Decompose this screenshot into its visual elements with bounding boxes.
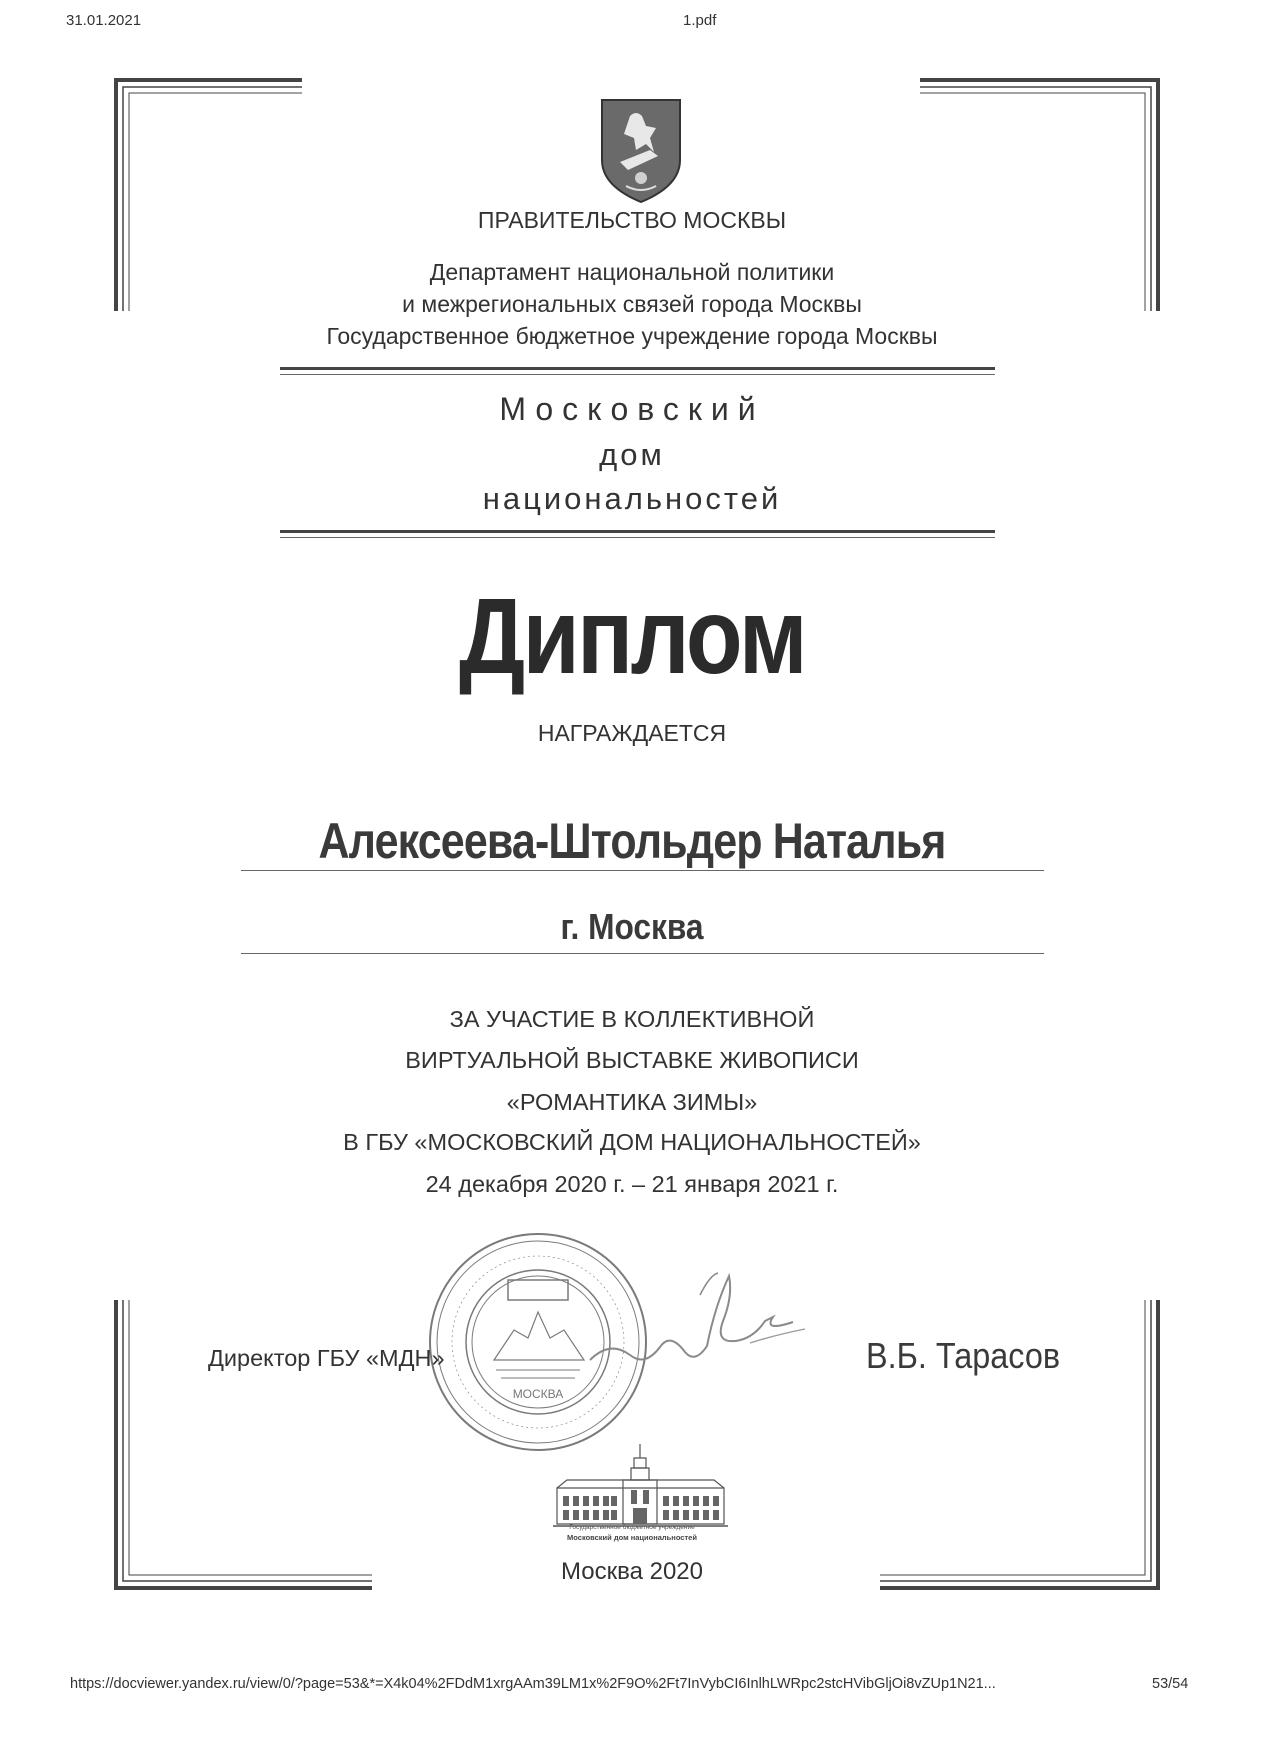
reason-line1: ЗА УЧАСТИЕ В КОЛЛЕКТИВНОЙ xyxy=(449,1006,815,1032)
department-name-line1: Департамент национальной политики xyxy=(429,259,835,285)
print-page-number: 53/54 xyxy=(1152,1676,1189,1692)
moscow-coat-of-arms-icon xyxy=(600,98,682,204)
reason-line3: «РОМАНТИКА ЗИМЫ» xyxy=(506,1089,758,1115)
reason-line2: ВИРТУАЛЬНОЙ ВЫСТАВКЕ ЖИВОПИСИ xyxy=(405,1047,859,1073)
stamp-text: МОСКВА xyxy=(512,1387,564,1401)
print-url: https://docviewer.yandex.ru/view/0/?page=53&*=X4k04%2FDdM1xrgAAm39LM1x%2F9O%2Ft7InVybCI6InlhLWRpc2stcHVibGljOi8vZUp1N21... xyxy=(70,1676,996,1692)
handwritten-signature xyxy=(580,1265,820,1395)
department-name-line2: и межрегиональных связей города Москвы xyxy=(402,291,862,317)
institution-name-line2: дом xyxy=(599,437,665,472)
recipient-name: Алексеева-Штольдер Наталья xyxy=(318,813,946,869)
government-name: ПРАВИТЕЛЬСТВО МОСКВЫ xyxy=(477,207,787,233)
divider-bottom xyxy=(280,530,995,538)
diploma-title: Диплом xyxy=(459,575,805,696)
print-filename: 1.pdf xyxy=(683,12,717,29)
print-date: 31.01.2021 xyxy=(66,12,142,29)
divider-top xyxy=(280,367,995,375)
director-position: Директор ГБУ «МДН» xyxy=(208,1345,445,1371)
event-dates: 24 декабря 2020 г. – 21 января 2021 г. xyxy=(425,1171,839,1197)
city-underline xyxy=(241,953,1044,954)
recipient-city: г. Москва xyxy=(560,906,704,947)
reason-line4: В ГБУ «МОСКОВСКИЙ ДОМ НАЦИОНАЛЬНОСТЕЙ» xyxy=(343,1129,921,1155)
recipient-underline xyxy=(241,870,1044,871)
frame-corner-bottom-left xyxy=(114,1300,374,1590)
institution-name-line1: Московский xyxy=(499,391,765,427)
director-name: В.Б. Тарасов xyxy=(866,1335,1061,1376)
awarded-label: НАГРАЖДАЕТСЯ xyxy=(537,720,727,746)
institution-name-line3: национальностей xyxy=(482,481,782,516)
logo-caption-bold: Московский дом национальностей xyxy=(567,1533,697,1542)
institution-type: Государственное бюджетное учреждение города Москвы xyxy=(326,323,938,349)
logo-caption-small: Государственное бюджетное учреждение xyxy=(569,1524,695,1531)
place-and-year: Москва 2020 xyxy=(561,1558,703,1585)
